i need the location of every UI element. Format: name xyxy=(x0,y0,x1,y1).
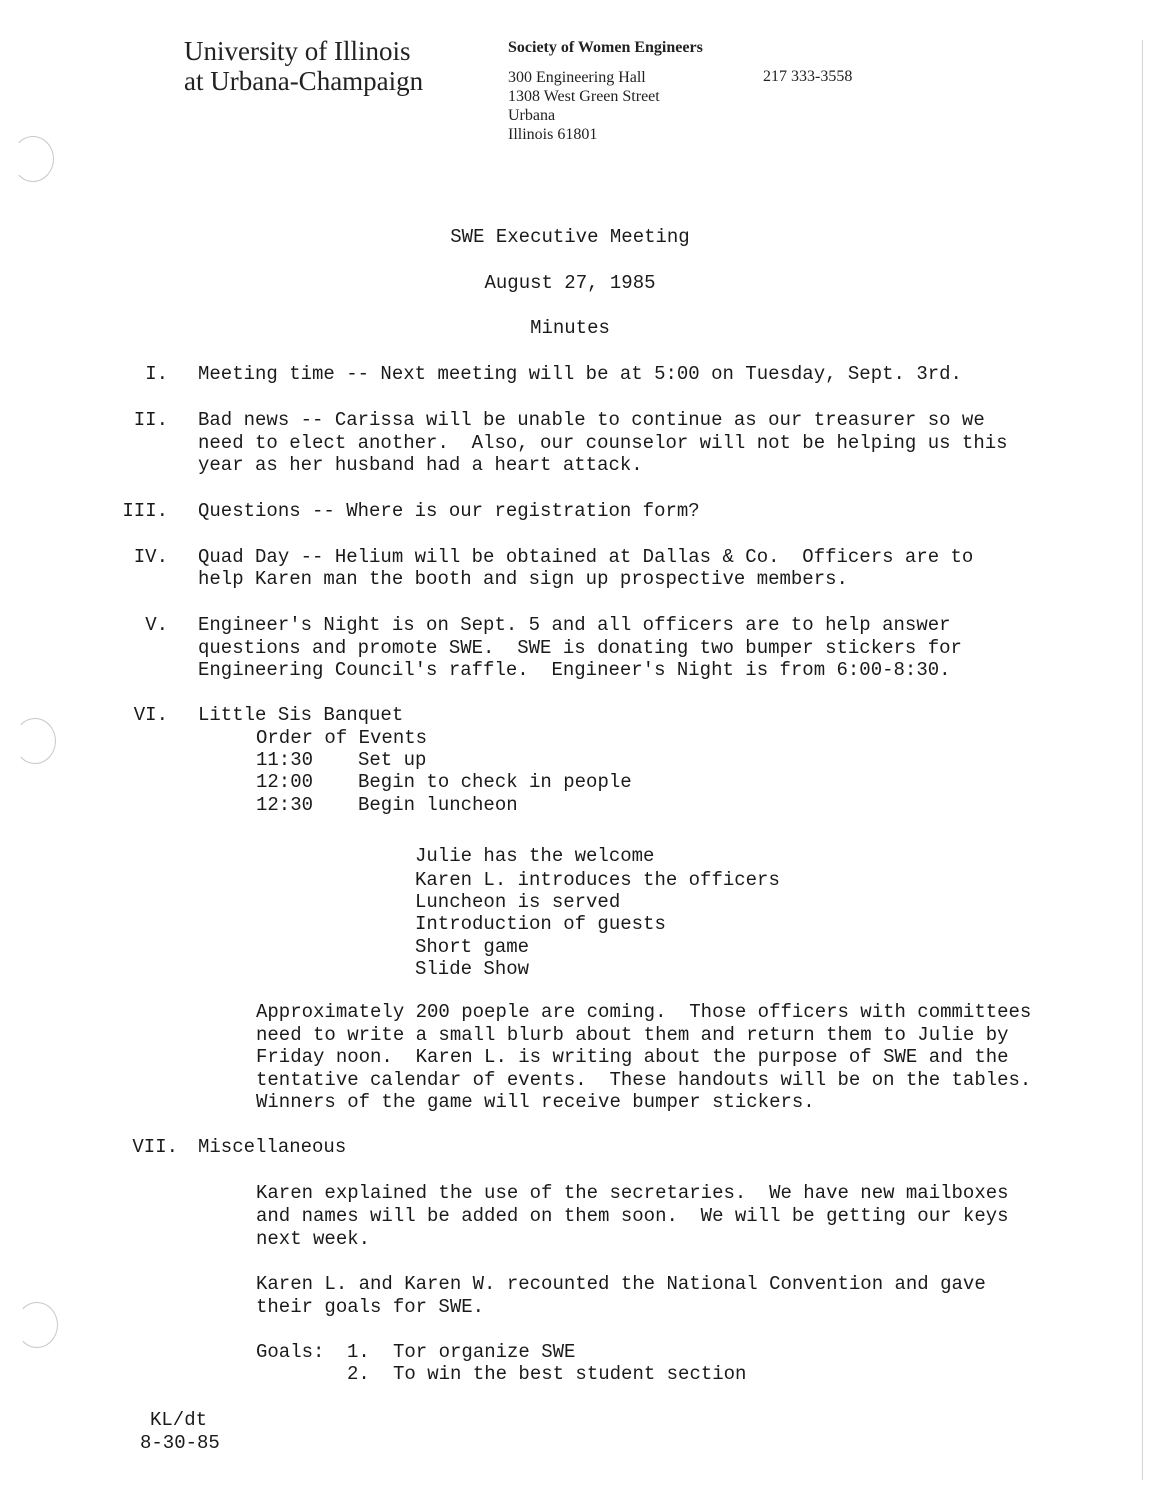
item-5-line: Engineering Council's raffle. Engineer's Night is from 6:00-8:30. xyxy=(198,659,951,681)
schedule-time: 11:30 xyxy=(256,749,314,771)
item-5-line: Engineer's Night is on Sept. 5 and all officers are to help answer xyxy=(198,614,951,636)
miscellaneous-title: Miscellaneous xyxy=(198,1136,347,1158)
organization-name: Society of Women Engineers xyxy=(508,39,703,56)
item-number-6: VI. xyxy=(133,704,168,726)
phone-number: 217 333-3558 xyxy=(763,68,853,85)
misc-paragraph-line: Karen L. and Karen W. recounted the National Convention and gave xyxy=(256,1273,986,1295)
banquet-paragraph-line: Approximately 200 poeple are coming. Those officers with committees xyxy=(256,1001,1032,1023)
university-line-1: University of Illinois xyxy=(184,36,411,66)
banquet-paragraph-line: Friday noon. Karen L. is writing about the purpose of SWE and the xyxy=(256,1046,1009,1068)
banquet-paragraph-line: Winners of the game will receive bumper stickers. xyxy=(256,1091,815,1113)
program-item: Karen L. introduces the officers xyxy=(415,869,780,891)
typist-initials: KL/dt xyxy=(150,1409,208,1431)
item-4-line: Quad Day -- Helium will be obtained at Dallas & Co. Officers are to xyxy=(198,546,974,568)
address-line-2: 1308 West Green Street xyxy=(508,88,660,105)
item-2-line: Bad news -- Carissa will be unable to continue as our treasurer so we xyxy=(198,409,985,431)
misc-paragraph-line: next week. xyxy=(256,1228,371,1250)
university-name xyxy=(184,36,423,96)
item-number-2: II. xyxy=(133,409,168,431)
punch-hole-top xyxy=(12,136,54,182)
meeting-title: SWE Executive Meeting xyxy=(450,226,690,248)
minutes-heading: Minutes xyxy=(530,317,610,339)
goal-text: Tor organize SWE xyxy=(393,1341,576,1363)
item-2-line: need to elect another. Also, our counselor will not be helping us this xyxy=(198,432,1008,454)
program-item: Introduction of guests xyxy=(415,913,666,935)
item-number-4: IV. xyxy=(133,546,168,568)
goal-number: 2. xyxy=(347,1363,370,1385)
program-item: Luncheon is served xyxy=(415,891,621,913)
item-number-1: I. xyxy=(145,363,168,385)
meeting-date: August 27, 1985 xyxy=(484,272,656,294)
misc-paragraph-line: and names will be added on them soon. We will be getting our keys xyxy=(256,1205,1009,1227)
goal-text: To win the best student section xyxy=(393,1363,747,1385)
organization-address xyxy=(508,38,703,144)
punch-hole-middle xyxy=(14,718,56,764)
banquet-paragraph-line: tentative calendar of events. These handouts will be on the tables. xyxy=(256,1069,1032,1091)
item-4-line: help Karen man the booth and sign up prospective members. xyxy=(198,568,848,590)
banquet-paragraph-line: need to write a small blurb about them and return them to Julie by xyxy=(256,1024,1009,1046)
address-line-3: Urbana xyxy=(508,107,556,124)
punch-hole-bottom xyxy=(16,1302,58,1348)
misc-paragraph-line: their goals for SWE. xyxy=(256,1296,485,1318)
program-item: Slide Show xyxy=(415,958,530,980)
item-number-5: V. xyxy=(145,614,168,636)
item-1-line: Meeting time -- Next meeting will be at 5:00 on Tuesday, Sept. 3rd. xyxy=(198,363,962,385)
typed-date: 8-30-85 xyxy=(140,1432,220,1454)
address-line-1: 300 Engineering Hall xyxy=(508,69,646,86)
schedule-time: 12:30 xyxy=(256,794,314,816)
schedule-event: Begin luncheon xyxy=(358,794,518,816)
schedule-event: Set up xyxy=(358,749,427,771)
item-3-line: Questions -- Where is our registration form? xyxy=(198,500,700,522)
university-line-2: at Urbana-Champaign xyxy=(184,66,424,96)
banquet-title: Little Sis Banquet xyxy=(198,704,404,726)
goals-label: Goals: xyxy=(256,1341,325,1363)
program-item: Short game xyxy=(415,936,530,958)
schedule-time: 12:00 xyxy=(256,771,314,793)
goal-number: 1. xyxy=(347,1341,370,1363)
address-line-4: Illinois 61801 xyxy=(508,126,598,143)
program-item: Julie has the welcome xyxy=(415,845,655,867)
misc-paragraph-line: Karen explained the use of the secretaries. We have new mailboxes xyxy=(256,1182,1009,1204)
order-of-events-label: Order of Events xyxy=(256,727,428,749)
page-edge-line xyxy=(1142,40,1143,1480)
schedule-event: Begin to check in people xyxy=(358,771,632,793)
item-number-3: III. xyxy=(122,500,168,522)
item-5-line: questions and promote SWE. SWE is donating two bumper stickers for xyxy=(198,637,962,659)
item-2-line: year as her husband had a heart attack. xyxy=(198,454,643,476)
item-number-7: VII. xyxy=(132,1136,178,1158)
